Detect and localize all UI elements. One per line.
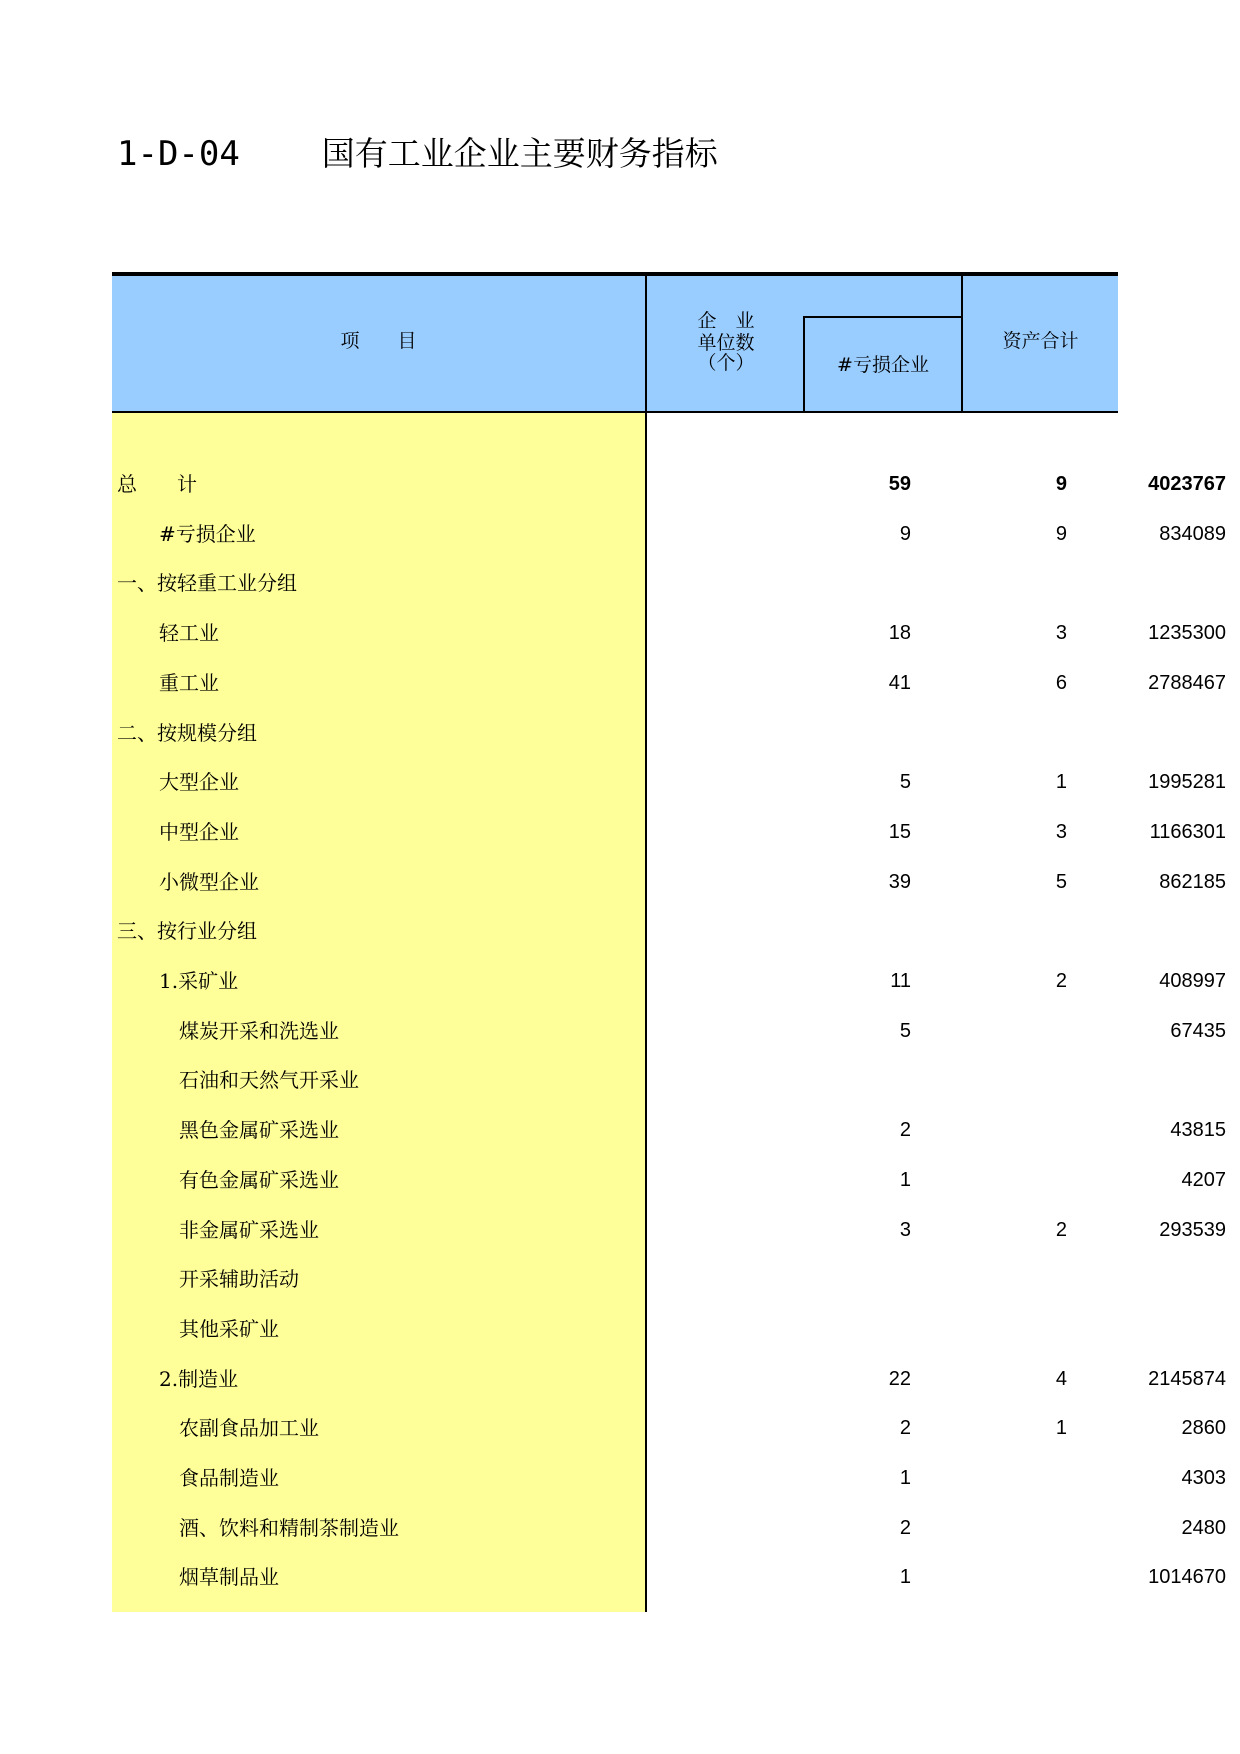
table-row [112, 857, 1226, 907]
table-row [112, 459, 1226, 509]
row-label: 中型企业 [159, 819, 239, 844]
table-row [112, 608, 1226, 658]
header-loss-left-border [803, 316, 805, 413]
table-row [112, 1354, 1226, 1404]
loss-cell: 6 [1055, 671, 1067, 694]
table-row [112, 1155, 1226, 1205]
row-label: 黑色金属矿采选业 [179, 1118, 339, 1143]
table-row [112, 509, 1226, 559]
assets-cell: 1235300 [1148, 622, 1226, 645]
units-cell: 11 [890, 970, 911, 992]
units-cell: 5 [899, 771, 911, 794]
loss-cell: 4 [1055, 1367, 1067, 1390]
row-label: 农副食品加工业 [179, 1416, 319, 1441]
row-label: 大型企业 [159, 770, 239, 795]
header-units-line3: （个） [697, 352, 755, 374]
assets-cell [962, 708, 1226, 758]
table-row [112, 807, 1226, 857]
loss-cell: 1 [1055, 1417, 1067, 1440]
table-row [112, 956, 1226, 1006]
table-row [112, 1006, 1226, 1056]
table-row [112, 1304, 1118, 1354]
assets-cell [962, 1055, 1226, 1105]
assets-cell: 408997 [1159, 970, 1226, 992]
table-row [112, 1552, 1226, 1602]
loss-cell: 3 [1055, 820, 1067, 843]
assets-cell: 834089 [1159, 522, 1226, 545]
row-label: #亏损企业 [159, 521, 256, 546]
assets-cell: 1014670 [1148, 1566, 1226, 1589]
table-row [112, 906, 1118, 956]
loss-cell: 9 [1055, 473, 1067, 495]
table-row [112, 1055, 1118, 1105]
table-row [112, 1453, 1226, 1503]
header-total-assets: 资产合计 [1002, 330, 1079, 352]
units-cell: 15 [888, 820, 911, 843]
units-cell: 1 [899, 1168, 911, 1191]
row-label: 食品制造业 [179, 1466, 279, 1490]
row-label: 总 计 [117, 472, 197, 496]
header-sub-divider [803, 316, 961, 318]
units-cell: 5 [899, 1019, 911, 1042]
assets-cell: 2860 [1181, 1417, 1226, 1440]
table-row [112, 558, 1118, 608]
units-cell: 2 [899, 1417, 911, 1440]
table-row [112, 1503, 1226, 1553]
loss-cell: 3 [1055, 622, 1067, 645]
assets-cell: 862185 [1159, 870, 1226, 893]
table-code: 1-D-04 [117, 134, 240, 174]
row-label: 非金属矿采选业 [179, 1217, 319, 1242]
assets-cell: 2145874 [1148, 1367, 1226, 1390]
assets-cell: 67435 [1170, 1019, 1226, 1042]
loss-cell: 2 [1055, 970, 1067, 992]
table-row [112, 1205, 1226, 1255]
assets-cell: 2788467 [1148, 671, 1226, 694]
loss-cell: 2 [1055, 1218, 1067, 1241]
header-loss-enterprises: #亏损企业 [837, 354, 929, 376]
row-label: 煤炭开采和洗选业 [179, 1018, 339, 1043]
units-cell: 39 [888, 870, 911, 893]
header-assets-left-border [961, 276, 963, 413]
assets-cell: 1995281 [1148, 771, 1226, 794]
units-cell: 18 [888, 622, 911, 645]
row-label: 开采辅助活动 [179, 1267, 299, 1292]
units-cell: 22 [888, 1367, 911, 1390]
units-cell: 2 [899, 1119, 911, 1142]
assets-cell: 4303 [1181, 1467, 1226, 1489]
financial-table [112, 272, 1226, 1612]
row-label: 三、按行业分组 [117, 919, 257, 944]
assets-cell: 43815 [1170, 1119, 1226, 1142]
assets-cell: 293539 [1159, 1218, 1226, 1241]
assets-cell [962, 1304, 1226, 1354]
table-row [112, 1403, 1226, 1453]
row-label: 二、按规模分组 [117, 720, 257, 745]
page-title [117, 128, 718, 175]
table-header [112, 276, 1118, 412]
assets-cell [962, 558, 1226, 608]
row-label: 重工业 [159, 670, 219, 695]
loss-cell: 1 [1055, 771, 1067, 794]
header-units-line1: 企 业 [697, 310, 755, 332]
row-label: 有色金属矿采选业 [179, 1167, 339, 1192]
header-item: 项 目 [340, 330, 417, 352]
units-cell: 3 [899, 1218, 911, 1241]
assets-cell [962, 906, 1226, 956]
units-cell: 59 [888, 473, 911, 495]
row-label: 石油和天然气开采业 [179, 1068, 359, 1093]
assets-cell: 1166301 [1149, 820, 1226, 843]
table-row [112, 1254, 1118, 1304]
loss-cell: 9 [1055, 522, 1067, 545]
table-row [112, 757, 1226, 807]
assets-cell [962, 1254, 1226, 1304]
row-label: 小微型企业 [159, 869, 259, 894]
units-cell: 41 [888, 671, 911, 694]
row-label: 2.制造业 [159, 1366, 239, 1391]
table-row [112, 1105, 1226, 1155]
units-cell: 2 [899, 1516, 911, 1539]
units-cell: 9 [899, 522, 911, 545]
table-row [112, 658, 1226, 708]
row-label: 轻工业 [159, 621, 219, 646]
row-label: 一、按轻重工业分组 [117, 571, 297, 596]
assets-cell: 2480 [1181, 1516, 1226, 1539]
row-label: 烟草制品业 [179, 1565, 279, 1590]
loss-cell: 5 [1055, 870, 1067, 893]
units-cell: 1 [899, 1566, 911, 1589]
assets-cell: 4023767 [1148, 473, 1226, 495]
row-label: 酒、饮料和精制茶制造业 [179, 1515, 399, 1540]
table-name: 国有工业企业主要财务指标 [321, 134, 718, 173]
units-cell: 1 [899, 1467, 911, 1489]
row-label: 1.采矿业 [159, 969, 239, 993]
assets-cell: 4207 [1181, 1168, 1226, 1191]
header-units-line2: 单位数 [697, 332, 755, 354]
table-row [112, 708, 1118, 758]
row-label: 其他采矿业 [179, 1316, 279, 1341]
